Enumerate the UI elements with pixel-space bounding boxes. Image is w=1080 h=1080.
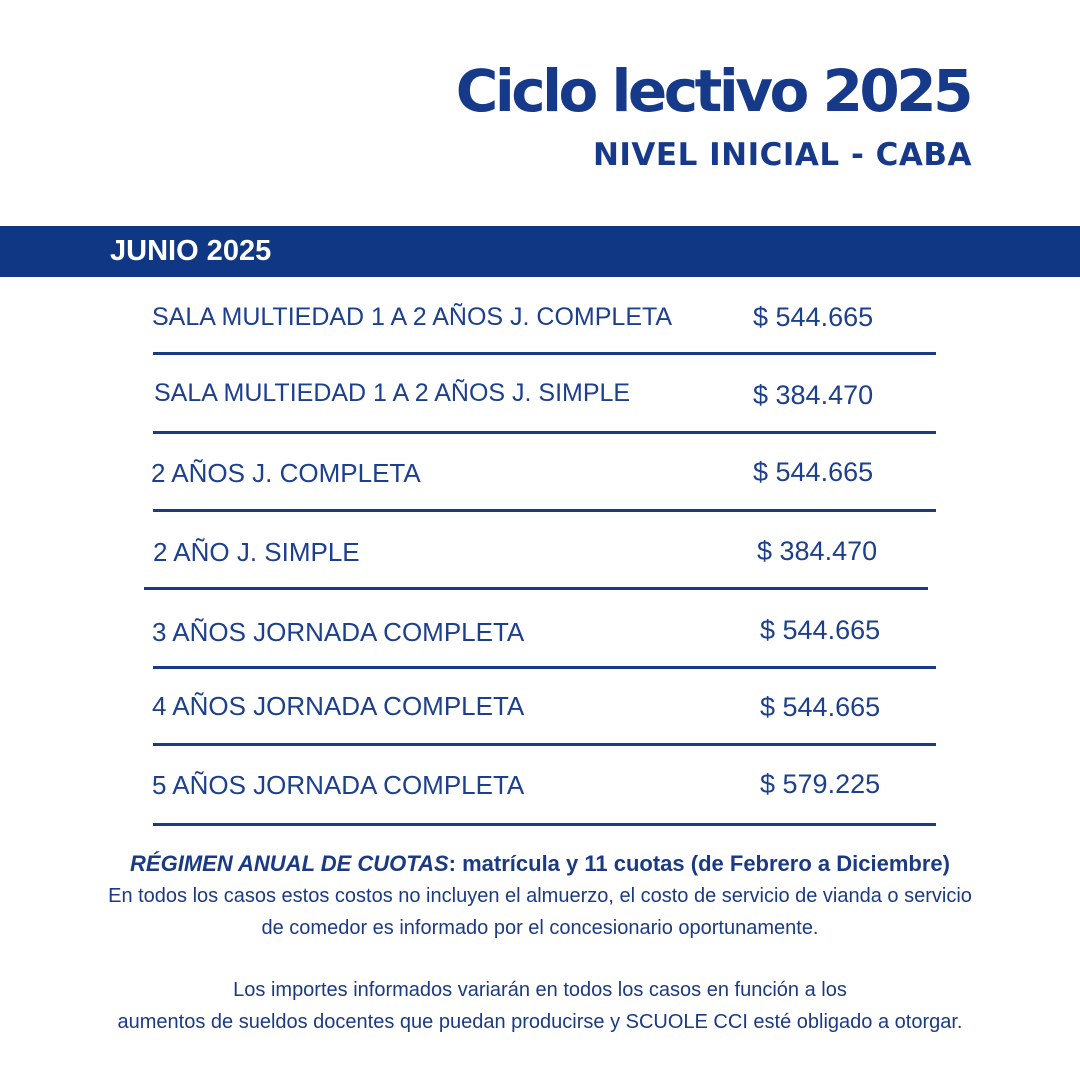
row-label: 2 AÑOS J. COMPLETA [151,458,421,488]
row-divider [153,352,936,355]
price-row [0,591,1080,671]
row-label: 5 AÑOS JORNADA COMPLETA [152,770,525,800]
row-price: $ 384.470 [757,536,878,566]
month-band [0,226,1080,277]
note-line: aumentos de sueldos docentes que puedan producirse y SCUOLE CCI esté obligado a otorgar. [117,1011,963,1033]
page-title: Ciclo lectivo 2025 [455,57,970,125]
row-label: SALA MULTIEDAD 1 A 2 AÑOS J. COMPLETA [152,303,673,331]
notes-section [0,848,1080,1038]
row-label: 4 AÑOS JORNADA COMPLETA [152,691,525,721]
price-row [0,512,1080,592]
row-label: 3 AÑOS JORNADA COMPLETA [152,617,525,647]
price-row [0,669,1080,749]
row-price: $ 544.665 [753,457,874,487]
row-divider [153,743,936,746]
row-divider [144,587,928,590]
row-divider [153,431,936,434]
note-line: En todos los casos estos costos no incluyen el almuerzo, el costo de servicio de vianda o servicio [108,885,972,907]
price-row [0,435,1080,515]
row-label: 2 AÑO J. SIMPLE [153,537,360,567]
regimen-label: RÉGIMEN ANUAL DE CUOTAS [130,851,449,876]
row-price: $ 544.665 [753,302,874,332]
page-subtitle: NIVEL INICIAL - CABA [592,137,972,173]
price-row [0,357,1080,437]
row-label: SALA MULTIEDAD 1 A 2 AÑOS J. SIMPLE [154,379,631,407]
note-line: Los importes informados variarán en todos los casos en función a los [233,979,847,1001]
row-price: $ 544.665 [760,692,881,722]
month-label: JUNIO 2025 [110,235,272,267]
price-row [0,280,1080,360]
price-row [0,747,1080,827]
regimen-heading [0,848,1080,880]
regimen-text: : matrícula y 11 cuotas (de Febrero a Diciembre) [448,851,950,876]
row-price: $ 384.470 [753,380,874,410]
row-divider [153,823,936,826]
note-line: de comedor es informado por el concesionario oportunamente. [261,917,819,939]
row-price: $ 579.225 [760,769,881,799]
row-price: $ 544.665 [760,615,881,645]
